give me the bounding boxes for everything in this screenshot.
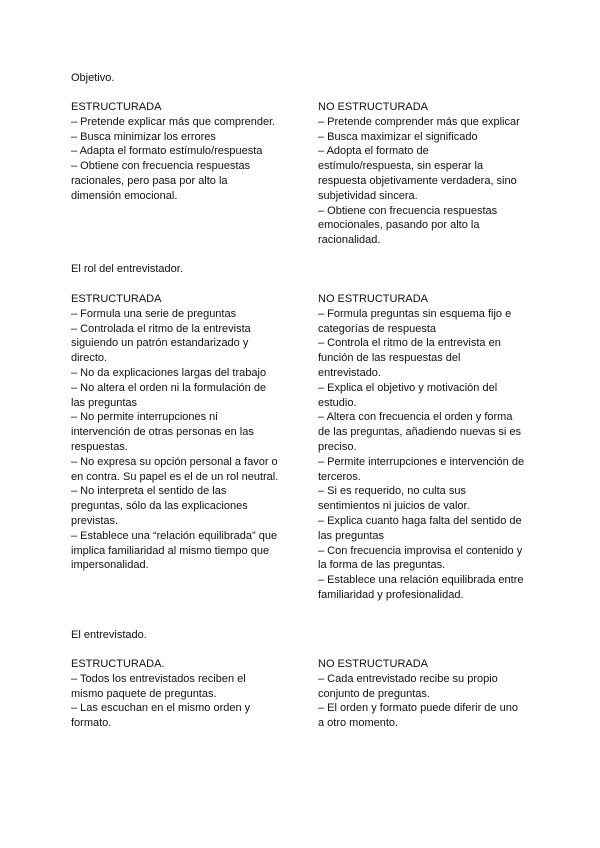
- text-line: a otro momento.: [318, 717, 399, 730]
- section-title-rol-entrevistador: El rol del entrevistador.: [71, 263, 183, 275]
- text-line: subjetividad sincera.: [318, 189, 418, 202]
- column-heading: ESTRUCTURADA.: [71, 658, 165, 670]
- text-line: de las preguntas, añadiendo nuevas si es: [318, 426, 522, 439]
- text-line: racionales, pero pasa por alto la: [71, 174, 228, 187]
- text-line: – Formula una serie de preguntas: [71, 307, 237, 320]
- text-line: racionalidad.: [318, 234, 381, 247]
- text-line: – Pretende explicar más que comprender.: [71, 115, 276, 128]
- text-line: sentimientos ni juicios de valor.: [318, 500, 470, 513]
- text-line: – Busca minimizar los errores: [71, 130, 216, 143]
- text-line: previstas.: [71, 514, 119, 527]
- text-line: terceros.: [318, 470, 361, 483]
- text-line: función de las respuestas del: [318, 352, 461, 365]
- text-line: familiaridad y profesionalidad.: [318, 588, 464, 601]
- text-line: mismo paquete de preguntas.: [71, 687, 217, 700]
- text-line: – Todos los entrevistados reciben el: [71, 672, 246, 685]
- text-line: – Obtiene con frecuencia respuestas: [318, 204, 498, 217]
- text-line: formato.: [71, 717, 112, 730]
- text-line: – No altera el orden ni la formulación de: [71, 381, 267, 394]
- text-line: las preguntas: [71, 396, 138, 409]
- entrevistado-no-estructurada-column: [318, 657, 533, 731]
- text-line: – Busca maximizar el significado: [318, 130, 478, 143]
- text-line: estímulo/respuesta, sin esperar la: [318, 160, 484, 173]
- text-line: – No permite interrupciones ni: [71, 411, 218, 424]
- text-line: – Adopta el formato de: [318, 145, 429, 158]
- text-line: – Con frecuencia improvisa el contenido y: [318, 544, 523, 557]
- text-line: respuestas.: [71, 440, 128, 453]
- text-line: – Formula preguntas sin esquema fijo e: [318, 307, 512, 320]
- text-line: – Adapta el formato estímulo/respuesta: [71, 145, 263, 158]
- text-line: – Explica el objetivo y motivación del: [318, 381, 498, 394]
- text-line: – Controla el ritmo de la entrevista en: [318, 337, 501, 350]
- text-line: – Explica cuanto haga falta del sentido de: [318, 514, 522, 527]
- text-line: – No interpreta el sentido de las: [71, 485, 227, 498]
- text-line: preciso.: [318, 440, 357, 453]
- objetivo-no-estructurada-column: [318, 100, 533, 248]
- text-line: impersonalidad.: [71, 559, 149, 572]
- column-heading: NO ESTRUCTURADA: [318, 101, 429, 113]
- text-line: – Si es requerido, no culta sus: [318, 485, 466, 498]
- column-heading: NO ESTRUCTURADA: [318, 658, 429, 670]
- column-heading: ESTRUCTURADA: [71, 293, 162, 305]
- text-line: – Establece una “relación equilibrada” que: [71, 529, 278, 542]
- text-line: – Permite interrupciones e intervención de: [318, 455, 525, 468]
- text-line: las preguntas: [318, 529, 385, 542]
- text-line: la forma de las preguntas.: [318, 559, 446, 572]
- text-line: – El orden y formato puede diferir de uno: [318, 702, 518, 715]
- column-heading: NO ESTRUCTURADA: [318, 293, 429, 305]
- text-line: entrevistado.: [318, 366, 381, 379]
- text-line: estudio.: [318, 396, 357, 409]
- column-heading: ESTRUCTURADA: [71, 101, 162, 113]
- text-line: siguiendo un patrón estandarizado y: [71, 337, 249, 350]
- text-line: – Controlada el ritmo de la entrevista: [71, 322, 251, 335]
- text-line: en contra. Su papel es el de un rol neutral.: [71, 470, 279, 483]
- text-line: directo.: [71, 352, 108, 365]
- text-line: implica familiaridad al mismo tiempo que: [71, 544, 270, 557]
- text-line: intervención de otras personas en las: [71, 426, 254, 439]
- text-line: – No expresa su opción personal a favor o: [71, 455, 278, 468]
- text-line: – Altera con frecuencia el orden y forma: [318, 411, 513, 424]
- text-line: dimensión emocional.: [71, 189, 178, 202]
- rol-no-estructurada-column: [318, 292, 533, 603]
- text-line: – Cada entrevistado recibe su propio: [318, 672, 498, 685]
- text-line: – Pretende comprender más que explicar: [318, 115, 520, 128]
- text-line: respuesta objetivamente verdadera, sino: [318, 174, 517, 187]
- text-line: – No da explicaciones largas del trabajo: [71, 366, 267, 379]
- entrevistado-estructurada-column: [71, 657, 286, 731]
- text-line: – Establece una relación equilibrada entre: [318, 574, 524, 587]
- text-line: – Las escuchan en el mismo orden y: [71, 702, 251, 715]
- text-line: conjunto de preguntas.: [318, 687, 430, 700]
- objetivo-estructurada-column: [71, 100, 286, 204]
- text-line: – Obtiene con frecuencia respuestas: [71, 160, 251, 173]
- text-line: emocionales, pasando por alto la: [318, 219, 480, 232]
- section-title-objetivo: Objetivo.: [71, 72, 115, 84]
- rol-estructurada-column: [71, 292, 286, 573]
- text-line: categorías de respuesta: [318, 322, 437, 335]
- text-line: preguntas, sólo da las explicaciones: [71, 500, 248, 513]
- section-title-entrevistado: El entrevistado.: [71, 629, 147, 641]
